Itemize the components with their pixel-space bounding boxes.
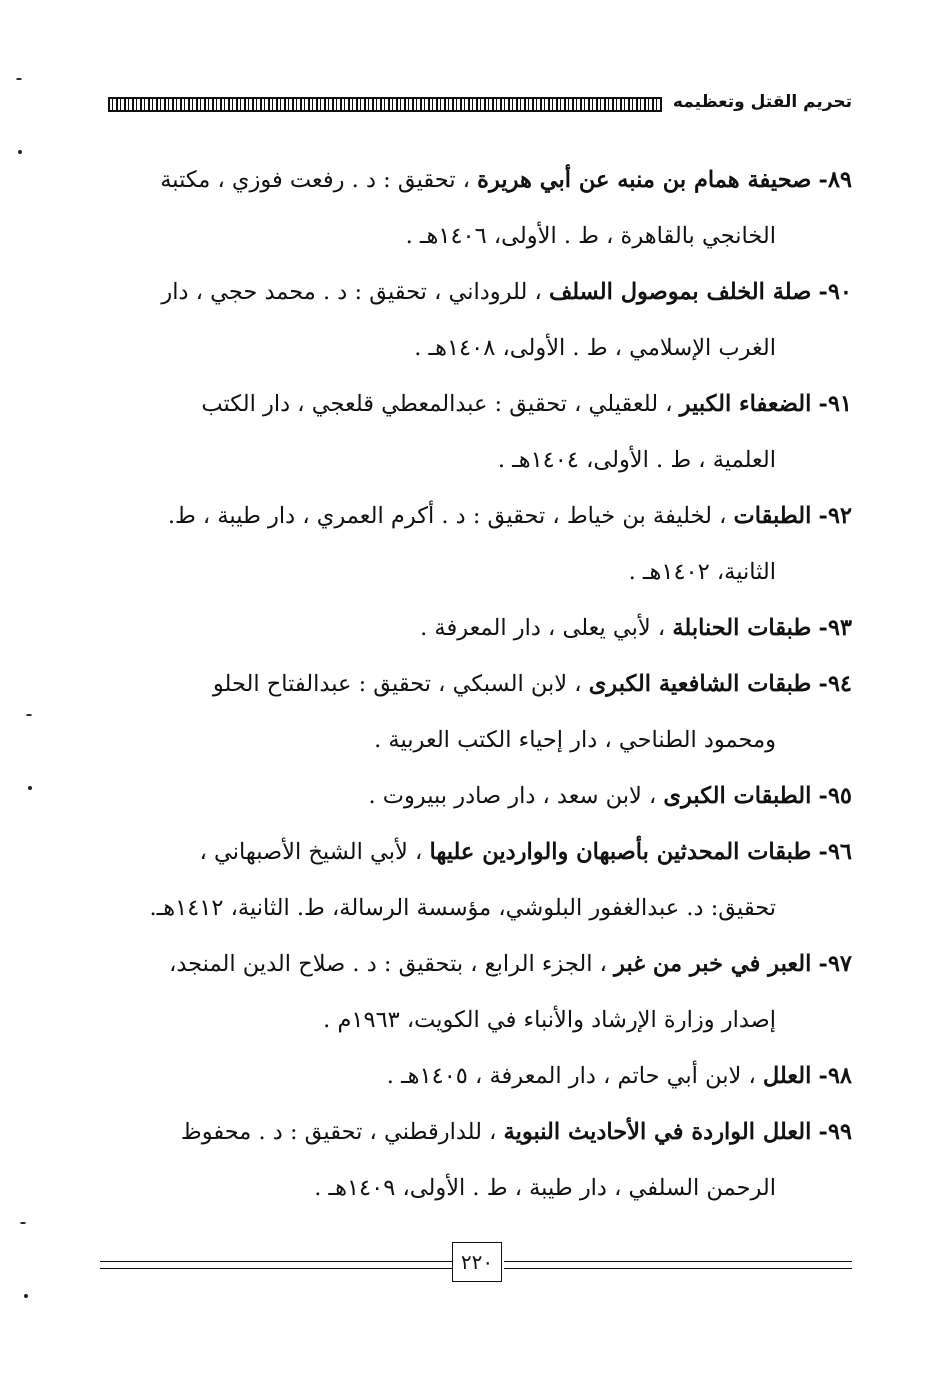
entry-title: الضعفاء الكبير bbox=[679, 391, 812, 417]
entry-title: طبقات المحدثين بأصبهان والواردين عليها bbox=[429, 839, 812, 865]
running-title: تحريم القتل وتعظيمه bbox=[672, 92, 852, 112]
scan-speck bbox=[26, 714, 32, 716]
footer-rule-right bbox=[504, 1261, 852, 1269]
entry-details: ، لخليفة بن خياط ، تحقيق : د . أكرم العمري ، دار طيبة ، ط. bbox=[167, 503, 734, 529]
entry-number: ٨٩- bbox=[818, 167, 852, 193]
entry-continuation: ومحمود الطناحي ، دار إحياء الكتب العربية . bbox=[374, 727, 776, 753]
bibliography-entry bbox=[108, 768, 852, 824]
bibliography-entry bbox=[108, 824, 852, 936]
entry-title: طبقات الشافعية الكبرى bbox=[588, 671, 812, 697]
scan-speck bbox=[16, 78, 22, 80]
entry-details: ، للعقيلي ، تحقيق : عبدالمعطي قلعجي ، دار الكتب bbox=[201, 391, 680, 417]
entry-number: ٩٥- bbox=[818, 783, 852, 809]
entry-details: ، لأبي يعلى ، دار المعرفة . bbox=[420, 615, 673, 641]
entry-continuation: الغرب الإسلامي ، ط . الأولى، ١٤٠٨هـ . bbox=[414, 335, 776, 361]
entry-number: ٩٤- bbox=[818, 671, 852, 697]
bibliography-entry bbox=[108, 376, 852, 488]
entry-details: ، الجزء الرابع ، بتحقيق : د . صلاح الدين المنجد، bbox=[169, 951, 615, 977]
entry-number: ٩٠- bbox=[818, 279, 852, 305]
entry-continuation: الرحمن السلفي ، دار طيبة ، ط . الأولى، ١٤٠٩هـ . bbox=[314, 1175, 776, 1201]
entry-continuation: تحقيق: د. عبدالغفور البلوشي، مؤسسة الرسالة، ط. الثانية، ١٤١٢هـ. bbox=[149, 895, 776, 921]
scan-speck bbox=[18, 150, 22, 154]
bibliography-entry bbox=[108, 264, 852, 376]
bibliography-entry bbox=[108, 600, 852, 656]
entry-continuation: الخانجي بالقاهرة ، ط . الأولى، ١٤٠٦هـ . bbox=[405, 223, 776, 249]
entry-number: ٩٧- bbox=[818, 951, 852, 977]
bibliography-entry bbox=[108, 656, 852, 768]
entry-number: ٩١- bbox=[818, 391, 852, 417]
scan-speck bbox=[28, 786, 32, 790]
entry-number: ٩٩- bbox=[818, 1119, 852, 1145]
page-header bbox=[108, 92, 852, 120]
entry-details: ، للدارقطني ، تحقيق : د . محفوظ bbox=[180, 1119, 504, 1145]
bibliography-list bbox=[108, 152, 852, 1216]
bibliography-entry bbox=[108, 1048, 852, 1104]
page-footer bbox=[100, 1242, 852, 1286]
entry-continuation: إصدار وزارة الإرشاد والأنباء في الكويت، ١٩٦٣م . bbox=[323, 1007, 776, 1033]
scan-speck bbox=[24, 1294, 28, 1298]
entry-details: ، تحقيق : د . رفعت فوزي ، مكتبة bbox=[160, 167, 478, 193]
footer-rule-left bbox=[100, 1261, 452, 1269]
entry-details: ، لأبي الشيخ الأصبهاني ، bbox=[199, 839, 430, 865]
bibliography-entry bbox=[108, 936, 852, 1048]
entry-number: ٩٢- bbox=[818, 503, 852, 529]
entry-title: الطبقات الكبرى bbox=[663, 783, 812, 809]
entry-number: ٩٦- bbox=[818, 839, 852, 865]
entry-continuation: العلمية ، ط . الأولى، ١٤٠٤هـ . bbox=[497, 447, 776, 473]
entry-title: الطبقات bbox=[733, 503, 812, 529]
entry-title: طبقات الحنابلة bbox=[672, 615, 812, 641]
bibliography-entry bbox=[108, 152, 852, 264]
entry-title: صحيفة همام بن منبه عن أبي هريرة bbox=[477, 167, 812, 193]
entry-title: صلة الخلف بموصول السلف bbox=[548, 279, 812, 305]
scan-speck bbox=[20, 1222, 26, 1224]
entry-number: ٩٨- bbox=[818, 1063, 852, 1089]
entry-details: ، لابن السبكي ، تحقيق : عبدالفتاح الحلو bbox=[212, 671, 589, 697]
entry-details: ، للروداني ، تحقيق : د . محمد حجي ، دار bbox=[161, 279, 549, 305]
entry-title: العبر في خبر من غبر bbox=[614, 951, 812, 977]
page-number: ٢٢٠ bbox=[452, 1242, 502, 1282]
entry-continuation: الثانية، ١٤٠٢هـ . bbox=[628, 559, 776, 585]
entry-details: ، لابن أبي حاتم ، دار المعرفة ، ١٤٠٥هـ . bbox=[386, 1063, 763, 1089]
entry-title: العلل bbox=[762, 1063, 812, 1089]
entry-number: ٩٣- bbox=[818, 615, 852, 641]
entry-details: ، لابن سعد ، دار صادر ببيروت . bbox=[368, 783, 664, 809]
entry-title: العلل الواردة في الأحاديث النبوية bbox=[503, 1119, 812, 1145]
header-ornament-band bbox=[108, 97, 662, 112]
bibliography-entry bbox=[108, 488, 852, 600]
bibliography-entry bbox=[108, 1104, 852, 1216]
